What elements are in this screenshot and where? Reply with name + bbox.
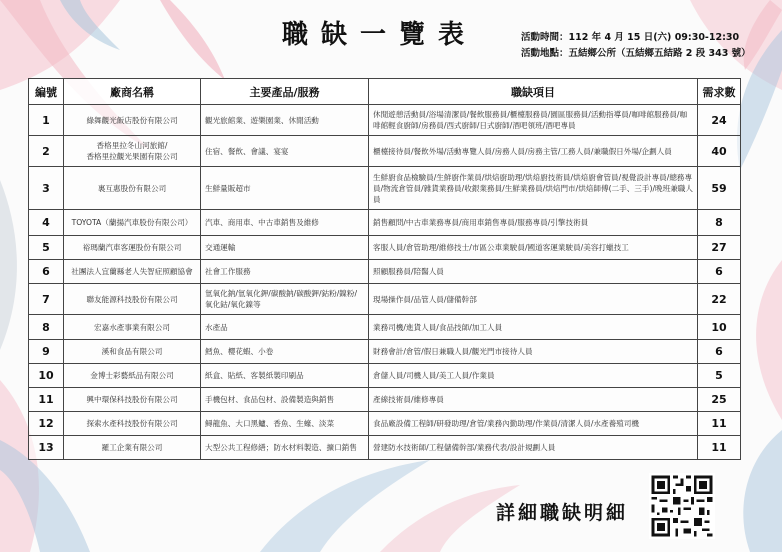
job-items: 業務司機/進貨人員/食品技師/加工人員 [369,315,698,340]
job-items: 營建防水技術師/工程儲備幹部/業務代表/設計規劃人員 [369,436,698,460]
demand-count: 11 [698,412,741,436]
table-row [29,436,741,460]
column-header-number: 編號 [29,79,64,105]
product-service: 汽車、商用車、中古車銷售及維修 [201,210,369,236]
product-service: 住宿、餐飲、會議、宴宴 [201,136,369,167]
row-number: 4 [29,210,64,236]
company-name: 金博士彩藝紙品有限公司 [64,364,201,388]
row-number: 3 [29,167,64,210]
leaf-shape [743,430,782,552]
column-header-jobs: 職缺項目 [369,79,698,105]
row-number: 6 [29,260,64,284]
table-row [29,315,741,340]
company-name: 社團法人宜蘭縣老人失智症照顧協會 [64,260,201,284]
demand-count: 24 [698,105,741,136]
demand-count: 5 [698,364,741,388]
company-name-line: 香格里拉冬山河旅館/ 香格里拉觀光果園有限公司 [86,141,178,161]
job-items: 生鮮廚食品檢驗員/生鮮廚作業員/烘焙廚助理/烘焙廚技術員/烘焙廚會管員/視覺設計專員/總務專員/物流倉管員/雜貨業務員/收銀業務員/生鮮業務員/烘焙門市/烘焙師傅(二手、三手)/晚班兼職人員 [369,167,698,210]
product-service: 生鮮量販超市 [201,167,369,210]
demand-count: 40 [698,136,741,167]
product-service: 氫氧化鈉/氫氧化鉀/碳酸鈉/碳酸鉀/鈷粉/鎳粉/氧化鈷/氧化鎳等 [201,284,369,315]
leaf-shape [160,0,225,80]
table-row [29,167,741,210]
row-number: 8 [29,315,64,340]
table-row [29,284,741,315]
demand-count: 59 [698,167,741,210]
row-number: 2 [29,136,64,167]
company-name: 探索水產科技股份有限公司 [64,412,201,436]
company-name: 裏互惠股份有限公司 [64,167,201,210]
product-service: 鱘龍魚、大口黑鱸、香魚、生蠔、淡菜 [201,412,369,436]
job-items: 食品廠設備工程師/研發助理/倉管/業務內勤助理/作業員/清潔人員/水產養殖司機 [369,412,698,436]
job-items: 財務會計/倉管/假日兼職人員/觀光門市接待人員 [369,340,698,364]
table-row [29,136,741,167]
job-items: 客服人員/倉管助理/維修技士/市區公車業駛員/國道客運業駛員/美容打蠟技工 [369,236,698,260]
job-items: 照顧服務員/陪醫人員 [369,260,698,284]
company-name: 羅工企業有限公司 [64,436,201,460]
job-items: 櫃檯接待員/餐飲外場/活動專覽人員/房務人員/房務主管/工務人員/兼職假日外場/企劃人員 [369,136,698,167]
table-row [29,340,741,364]
event-time: 活動時間：112 年 4 月 15 日(六) 09:30-12:30 [521,32,740,43]
product-service: 鱈魚、櫻花蝦、小卷 [201,340,369,364]
company-name: 裕瑪蘭汽車客運股份有限公司 [64,236,201,260]
demand-count: 27 [698,236,741,260]
row-number: 5 [29,236,64,260]
company-name: 聯友能源科技股份有限公司 [64,284,201,315]
demand-count: 22 [698,284,741,315]
row-number: 12 [29,412,64,436]
demand-count: 6 [698,340,741,364]
job-items: 銷售顧問/中古車業務專員/商用車銷售專員/服務專員/引擎技術員 [369,210,698,236]
row-number: 11 [29,388,64,412]
row-number: 1 [29,105,64,136]
qr-code-icon[interactable] [649,473,715,539]
product-service: 交通運輸 [201,236,369,260]
page-title: 職缺一覽表 [282,20,478,50]
table-row [29,412,741,436]
company-name: 興中環保科技股份有限公司 [64,388,201,412]
leaf-shape [756,260,782,420]
job-items: 倉儲人員/司機人員/美工人員/作業員 [369,364,698,388]
company-name: 宏嘉水產事業有限公司 [64,315,201,340]
job-items: 產線技術員/維修專員 [369,388,698,412]
product-service: 紙盒、貼紙、客製紙製印刷品 [201,364,369,388]
column-header-product: 主要產品/服務 [201,79,369,105]
company-name: 綠舞觀光飯店股份有限公司 [64,105,201,136]
row-number: 13 [29,436,64,460]
column-header-demand: 需求數 [698,79,741,105]
row-number: 7 [29,284,64,315]
company-name [64,136,201,167]
job-items: 現場操作員/品管人員/儲備幹部 [369,284,698,315]
company-name: 溪和食品有限公司 [64,340,201,364]
detail-link-label: 詳細職缺明細 [496,502,629,524]
product-service: 社會工作服務 [201,260,369,284]
product-service: 大型公共工程修繕；防水材料製造、擴口銷售 [201,436,369,460]
table-header-row [29,79,741,105]
table-row [29,260,741,284]
demand-count: 11 [698,436,741,460]
column-header-company: 廠商名稱 [64,79,201,105]
job-items: 休閒遊憩活動員/浴場清潔員/餐飲服務員/櫃檯服務員/園區服務員/活動指導員/咖啡館服務員/咖啡館輕食廚師/房務員/西式廚師/日式廚師/酒吧領班/酒吧專員 [369,105,698,136]
product-service: 水產品 [201,315,369,340]
demand-count: 25 [698,388,741,412]
table-row [29,105,741,136]
table-row [29,388,741,412]
row-number: 10 [29,364,64,388]
event-info [521,30,751,62]
product-service: 手機包材、食品包材、設備製造與銷售 [201,388,369,412]
event-place: 活動地點：五結鄉公所（五結鄉五結路 2 段 343 號） [521,48,751,59]
product-service: 觀光旅館業、遊樂園業、休閒活動 [201,105,369,136]
job-vacancy-table [28,78,741,460]
demand-count: 10 [698,315,741,340]
demand-count: 8 [698,210,741,236]
leaf-shape [0,180,17,350]
row-number: 9 [29,340,64,364]
company-name: TOYOTA（蘭揚汽車股份有限公司） [64,210,201,236]
demand-count: 6 [698,260,741,284]
table-row [29,364,741,388]
table-row [29,210,741,236]
table-row [29,236,741,260]
